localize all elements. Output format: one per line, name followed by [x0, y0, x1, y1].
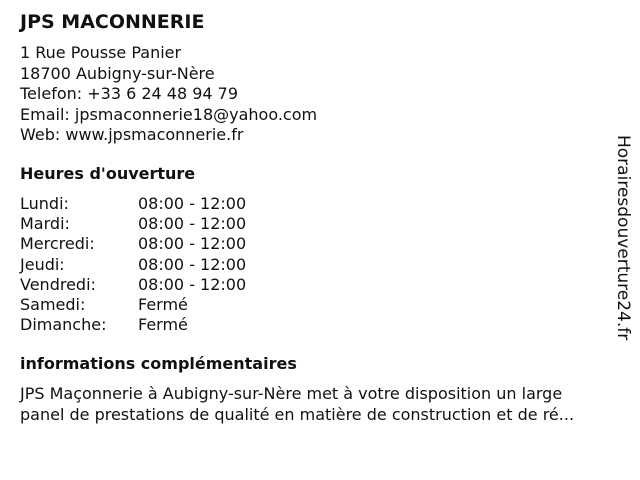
address-city: 18700 Aubigny-sur-Nère	[20, 63, 215, 83]
address-street: 1 Rue Pousse Panier	[20, 43, 182, 62]
description-line: JPS Maçonnerie à Aubigny-sur-Nère met à votre disposition un large	[20, 384, 563, 403]
hours-time: 08:00 - 12:00	[138, 274, 247, 294]
site-brand-vertical: Horairesdouverture24.fr	[613, 135, 633, 341]
additional-info-heading: informations complémentaires	[20, 354, 297, 373]
hours-row-saturday	[20, 295, 246, 315]
business-name: JPS MACONNERIE	[20, 11, 205, 33]
hours-time: 08:00 - 12:00	[138, 194, 247, 213]
hours-time: 08:00 - 12:00	[138, 214, 247, 234]
business-description	[20, 383, 635, 425]
hours-row-wednesday	[20, 234, 246, 254]
opening-hours-heading: Heures d'ouverture	[20, 164, 196, 183]
contact-details	[20, 43, 317, 146]
phone-text: Telefon: +33 6 24 48 94 79	[20, 84, 239, 103]
description-line: panel de prestations de qualité en matière de construction et de ré...	[20, 405, 575, 424]
website-text: Web: www.jpsmaconnerie.fr	[20, 125, 244, 144]
hours-day: Mardi:	[20, 214, 70, 234]
hours-day: Dimanche:	[20, 315, 107, 335]
hours-row-thursday	[20, 255, 246, 275]
hours-row-friday	[20, 275, 246, 295]
hours-time: 08:00 - 12:00	[138, 254, 247, 274]
hours-day: Mercredi:	[20, 234, 95, 254]
email-text: Email: jpsmaconnerie18@yahoo.com	[20, 104, 318, 124]
hours-row-sunday	[20, 315, 246, 335]
hours-day: Samedi:	[20, 295, 86, 315]
hours-row-monday	[20, 194, 246, 214]
hours-row-tuesday	[20, 214, 246, 234]
hours-time: Fermé	[138, 295, 188, 315]
hours-time: 08:00 - 12:00	[138, 234, 247, 254]
hours-day: Jeudi:	[20, 254, 65, 274]
hours-day: Vendredi:	[20, 274, 96, 294]
hours-time: Fermé	[138, 315, 188, 335]
hours-day: Lundi:	[20, 194, 69, 213]
opening-hours-table	[20, 194, 246, 335]
